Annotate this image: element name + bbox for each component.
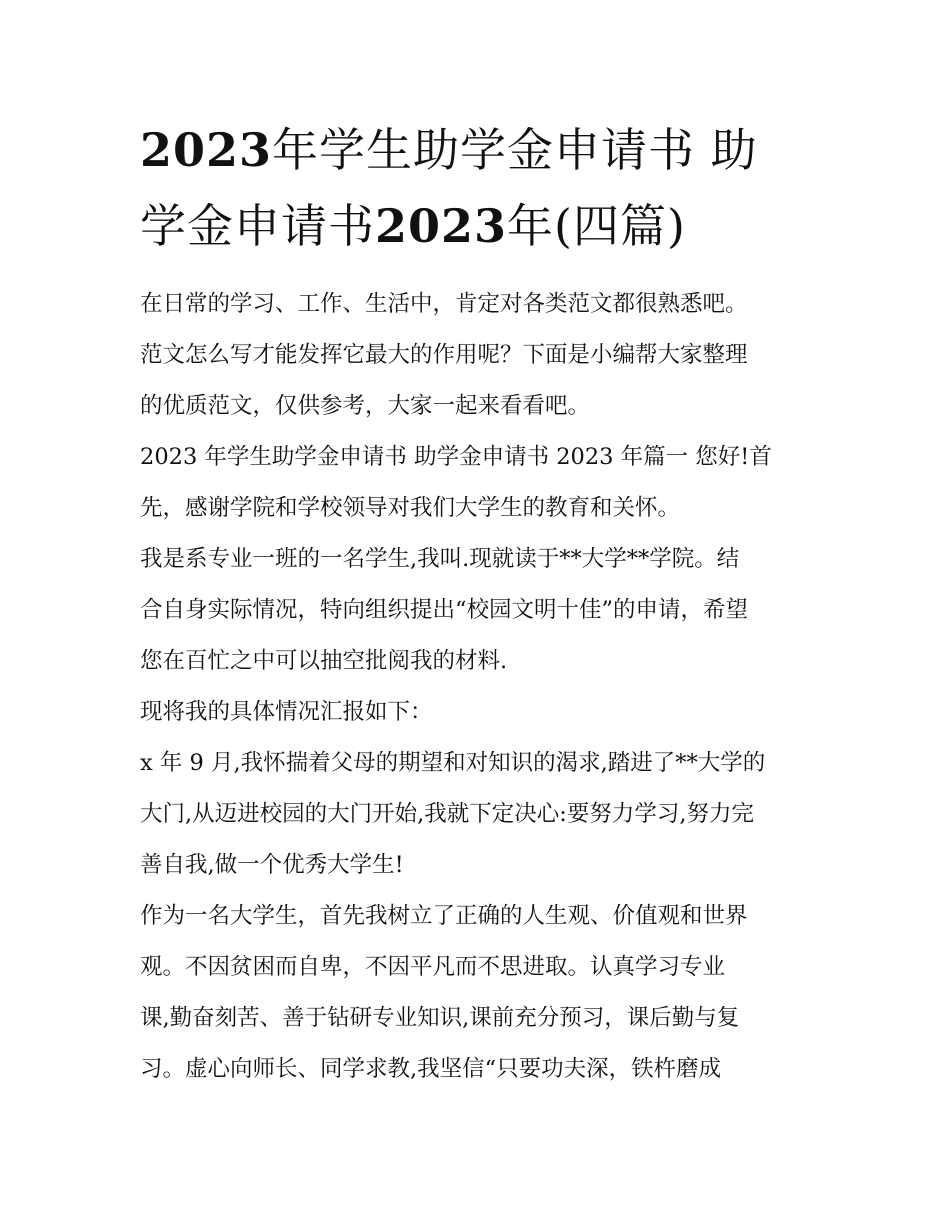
text-line: 合自身实际情况，特向组织提出“校园文明十佳”的申请，希望: [140, 597, 749, 623]
text-line: 的优质范文，仅供参考，大家一起来看看吧。: [140, 393, 591, 419]
document-title: [140, 112, 820, 264]
title-text: 年(四篇): [507, 199, 686, 253]
text-line: 作为一名大学生，首先我树立了正确的人生观、价值观和世界: [140, 903, 748, 929]
paragraph-enrollment: [140, 738, 820, 891]
title-text: 年学生助学金申请书 助: [272, 123, 758, 177]
title-line-1: [140, 112, 820, 188]
paragraph-self-intro: [140, 534, 820, 687]
text-line: 课,勤奋刻苦、善于钻研专业知识,课前充分预习，课后勤与复: [140, 1005, 740, 1031]
text-line: 善自我,做一个优秀大学生!: [140, 852, 404, 878]
text-line: 先，感谢学院和学校领导对我们大学生的教育和关怀。: [140, 495, 681, 521]
paragraph-values: [140, 891, 820, 1095]
text-line: 在日常的学习、工作、生活中，肯定对各类范文都很熟悉吧。: [140, 291, 748, 317]
paragraph-report-lead: [140, 687, 820, 738]
text-line: 我是系专业一班的一名学生,我叫.现就读于**大学**学院。结: [140, 546, 740, 572]
text-line: x 年 9 月,我怀揣着父母的期望和对知识的渴求,踏进了**大学的: [140, 750, 766, 776]
text-line: 范文怎么写才能发挥它最大的作用呢？下面是小编帮大家整理: [140, 342, 748, 368]
text-line: 大门,从迈进校园的大门开始,我就下定决心:要努力学习,努力完: [140, 801, 755, 827]
paragraph-intro: [140, 279, 820, 432]
document-body: [140, 279, 820, 1095]
paragraph-greeting: [140, 432, 820, 534]
text-line: 您在百忙之中可以抽空批阅我的材料.: [140, 648, 508, 674]
title-year: 2023: [375, 199, 508, 253]
text-line: 观。不因贫困而自卑，不因平凡而不思进取。认真学习专业: [140, 954, 726, 980]
title-text: 学金申请书: [140, 199, 375, 253]
title-line-2: [140, 188, 820, 264]
title-year: 2023: [140, 123, 273, 177]
text-line: 2023 年学生助学金申请书 助学金申请书 2023 年篇一 您好!首: [140, 444, 772, 470]
text-line: 现将我的具体情况汇报如下：: [140, 699, 433, 725]
text-line: 习。虚心向师长、同学求教,我坚信“只要功夫深，铁杵磨成: [140, 1056, 722, 1082]
